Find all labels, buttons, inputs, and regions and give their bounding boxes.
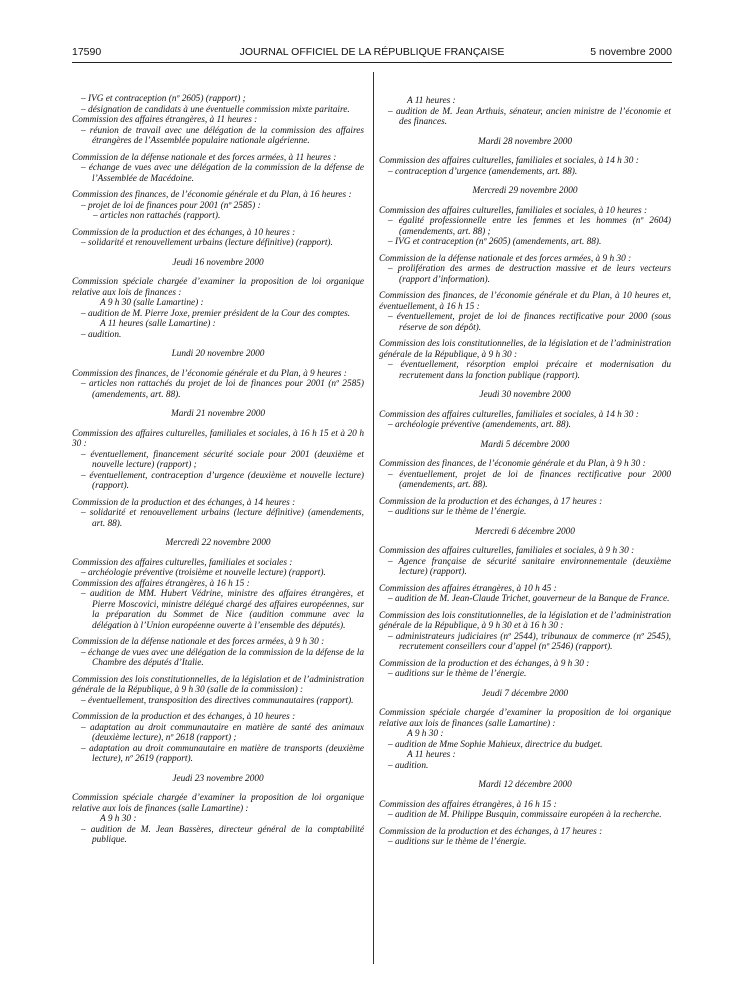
agenda-item: – adaptation au droit communautaire en matière de santé des animaux (deuxième lecture), nº 2618 (rapport) ;	[81, 722, 364, 743]
date-heading: Jeudi 7 décembre 2000	[481, 688, 569, 699]
agenda-item: – éventuellement, projet de loi de finances rectificative pour 2000 (sous réserve de son dépôt).	[388, 312, 671, 333]
date-heading: Mercredi 22 novembre 2000	[165, 538, 271, 548]
commission-heading: Commission de la production et des échanges, à 10 heures :	[72, 227, 296, 238]
agenda-item: – audition de M. Jean-Claude Trichet, gouverneur de la Banque de France.	[388, 594, 670, 604]
time-slot: A 9 h 30 :	[407, 729, 444, 739]
commission-heading: Commission de la production et des échanges, à 14 heures :	[72, 497, 296, 508]
agenda-item: – auditions sur le thème de l’énergie.	[388, 507, 527, 517]
agenda-item: – articles non rattachés (rapport).	[93, 211, 221, 221]
agenda-item: – audition.	[81, 329, 122, 340]
agenda-item: – prolifération des armes de destruction massive et de leurs vecteurs (rapport d’information).	[388, 264, 671, 285]
agenda-item: – projet de loi de finances pour 2001 (nº 2585) :	[81, 200, 261, 211]
agenda-item: – échange de vues avec une délégation de la commission de la défense de la Chambre des députés d’Italie.	[81, 647, 364, 668]
commission-heading: Commission des affaires étrangères, à 10 h 45 :	[379, 583, 557, 594]
journal-title: JOURNAL OFFICIEL DE LA RÉPUBLIQUE FRANÇAISE	[239, 46, 505, 58]
agenda-item: – auditions sur le thème de l’énergie.	[388, 669, 527, 679]
agenda-item: – réunion de travail avec une délégation de la commission des affaires étrangères de l’Assemblée populaire nationale algérienne.	[81, 125, 364, 146]
time-slot: A 9 h 30 (salle Lamartine) :	[100, 298, 204, 308]
commission-heading: Commission des affaires culturelles, familiales et sociales, à 14 h 30 :	[379, 156, 639, 166]
agenda-item: – contraception d’urgence (amendements, art. 88).	[388, 166, 578, 177]
agenda-item: – audition de M. Pierre Joxe, premier président de la Cour des comptes.	[81, 308, 351, 319]
date-heading: Mercredi 6 décembre 2000	[475, 526, 575, 537]
agenda-item: – solidarité et renouvellement urbains (lecture définitive) (rapport).	[81, 238, 333, 248]
commission-heading: Commission des affaires étrangères, à 11 heures :	[72, 115, 258, 125]
agenda-item: – éventuellement, transposition des directives communautaires (rapport).	[81, 695, 354, 706]
column-divider	[373, 72, 374, 964]
date-heading: Jeudi 23 novembre 2000	[172, 773, 264, 784]
commission-heading: Commission spéciale chargée d’examiner la proposition de loi organique relative aux lois de finances (salle Lamartine) :	[379, 708, 671, 729]
agenda-item: – archéologie préventive (troisième et nouvelle lecture) (rapport).	[81, 568, 326, 578]
right-column	[379, 96, 671, 848]
agenda-item: – adaptation au droit communautaire en matière de transports (deuxième lecture), nº 2619 (rapport).	[81, 743, 364, 764]
agenda-item: – désignation de candidats à une éventuelle commission mixte paritaire.	[81, 104, 350, 115]
agenda-item: – égalité professionnelle entre les femmes et les hommes (nº 2604) (amendements, art. 88) ;	[388, 216, 671, 237]
agenda-item: – Agence française de sécurité sanitaire environnementale (deuxième lecture) (rapport).	[388, 556, 671, 577]
commission-heading: Commission de la production et des échanges, à 9 h 30 :	[379, 658, 590, 669]
agenda-item: – audition de M. Philippe Busquin, commissaire européen à la recherche.	[388, 810, 662, 820]
commission-heading: Commission de la défense nationale et des forces armées, à 9 h 30 :	[72, 637, 325, 647]
agenda-item: – éventuellement, financement sécurité sociale pour 2001 (deuxième et nouvelle lecture) (rapport) ;	[81, 449, 364, 470]
commission-heading: Commission de la production et des échanges, à 17 heures :	[379, 496, 603, 507]
agenda-item: – articles non rattachés du projet de loi de finances pour 2001 (nº 2585) (amendements, art. 88).	[81, 379, 364, 400]
agenda-item: – éventuellement, projet de loi de finances rectificative pour 2000 (amendements, art. 88).	[388, 469, 671, 490]
commission-heading: Commission des lois constitutionnelles, de la législation et de l’administration générale de la République, à 9 h 30 :	[379, 339, 671, 360]
agenda-item: – administrateurs judiciaires (nº 2544), tribunaux de commerce (nº 2545), recrutement conseillers cour d’appel (nº 2546) (rapport).	[388, 631, 671, 652]
commission-heading: Commission des affaires culturelles, familiales et sociales, à 14 h 30 :	[379, 409, 639, 420]
commission-heading: Commission des lois constitutionnelles, de la législation et de l’administration générale de la République, à 9 h 30 (salle de la commission) :	[72, 674, 364, 695]
commission-heading: Commission de la production et des échanges, à 17 heures :	[379, 826, 603, 837]
commission-heading: Commission des affaires culturelles, familiales et sociales, à 9 h 30 :	[379, 546, 635, 556]
header-rule	[72, 62, 672, 63]
page-header	[72, 46, 672, 62]
date-heading: Lundi 20 novembre 2000	[171, 349, 265, 359]
agenda-item: – IVG et contraception (nº 2605) (rapport) ;	[81, 94, 246, 104]
agenda-item: – auditions sur le thème de l’énergie.	[388, 837, 527, 847]
commission-heading: Commission des finances, de l’économie générale et du Plan, à 9 h 30 :	[379, 459, 646, 469]
time-slot: A 11 heures :	[407, 96, 456, 106]
commission-heading: Commission des lois constitutionnelles, de la législation et de l’administration générale de la République, à 9 h 30 et à 16 h 30 :	[379, 610, 671, 631]
agenda-item: – audition de M. Jean Bassères, directeur général de la comptabilité publique.	[81, 824, 364, 845]
issue-date: 5 novembre 2000	[590, 46, 672, 58]
agenda-item: – solidarité et renouvellement urbains (lecture définitive) (amendements, art. 88).	[81, 508, 364, 529]
date-heading: Mardi 12 décembre 2000	[478, 780, 572, 790]
agenda-item: – échange de vues avec une délégation de la commission de la défense de l’Assemblée de Macédoine.	[81, 163, 364, 184]
left-column	[72, 94, 364, 846]
commission-heading: Commission de la défense nationale et des forces armées, à 9 h 30 :	[379, 253, 632, 264]
agenda-item: – audition de M. Jean Arthuis, sénateur, ancien ministre de l’économie et des finances.	[388, 106, 671, 127]
page-number: 17590	[72, 46, 102, 58]
date-heading: Jeudi 16 novembre 2000	[172, 257, 264, 268]
commission-heading: Commission des affaires culturelles, familiales et sociales, à 10 heures :	[379, 205, 648, 216]
commission-heading: Commission des finances, de l’économie générale et du Plan, à 16 heures :	[72, 190, 352, 200]
commission-heading: Commission des affaires étrangères, à 16 h 15 :	[379, 799, 557, 810]
date-heading: Jeudi 30 novembre 2000	[479, 390, 571, 400]
agenda-item: – IVG et contraception (nº 2605) (amendements, art. 88).	[388, 237, 602, 247]
time-slot: A 9 h 30 :	[100, 814, 137, 824]
commission-heading: Commission des affaires étrangères, à 16 h 15 :	[72, 578, 250, 589]
agenda-item: – éventuellement, résorption emploi précaire et modernisation du recrutement dans la fonction publique (rapport).	[388, 360, 671, 381]
date-heading: Mercredi 29 novembre 2000	[472, 186, 578, 196]
time-slot: A 11 heures (salle Lamartine) :	[100, 319, 216, 329]
date-heading: Mardi 21 novembre 2000	[170, 409, 266, 419]
date-heading: Mardi 28 novembre 2000	[477, 136, 573, 147]
commission-heading: Commission spéciale chargée d’examiner la proposition de loi organique relative aux lois de finances :	[72, 277, 364, 298]
agenda-item: – éventuellement, contraception d’urgence (deuxième et nouvelle lecture) (rapport).	[81, 470, 364, 491]
commission-heading: Commission de la défense nationale et des forces armées, à 11 heures :	[72, 152, 337, 163]
agenda-item: – audition de Mme Sophie Mahieux, directrice du budget.	[388, 739, 603, 750]
time-slot: A 11 heures :	[407, 750, 456, 760]
commission-heading: Commission des finances, de l’économie générale et du Plan, à 10 heures et, éventuellement, à 16 h 15 :	[379, 291, 671, 312]
commission-heading: Commission des finances, de l’économie générale et du Plan, à 9 heures :	[72, 368, 347, 379]
agenda-item: – audition.	[388, 760, 429, 771]
agenda-item: – audition de MM. Hubert Védrine, ministre des affaires étrangères, et Pierre Moscovici, ministre délégué chargé des affaires européennes, sur la préparation du Sommet de Nice (audition commune avec la délégation à l’Union européenne ouverte à l’ensemble des députés).	[81, 589, 364, 631]
commission-heading: Commission des affaires culturelles, familiales et sociales, à 16 h 15 et à 20 h 30 :	[72, 428, 364, 449]
commission-heading: Commission des affaires culturelles, familiales et sociales :	[72, 557, 293, 568]
date-heading: Mardi 5 décembre 2000	[480, 439, 570, 450]
agenda-item: – archéologie préventive (amendements, art. 88).	[388, 420, 571, 430]
commission-heading: Commission de la production et des échanges, à 10 heures :	[72, 712, 296, 722]
commission-heading: Commission spéciale chargée d’examiner la proposition de loi organique relative aux lois de finances (salle Lamartine) :	[72, 793, 364, 814]
